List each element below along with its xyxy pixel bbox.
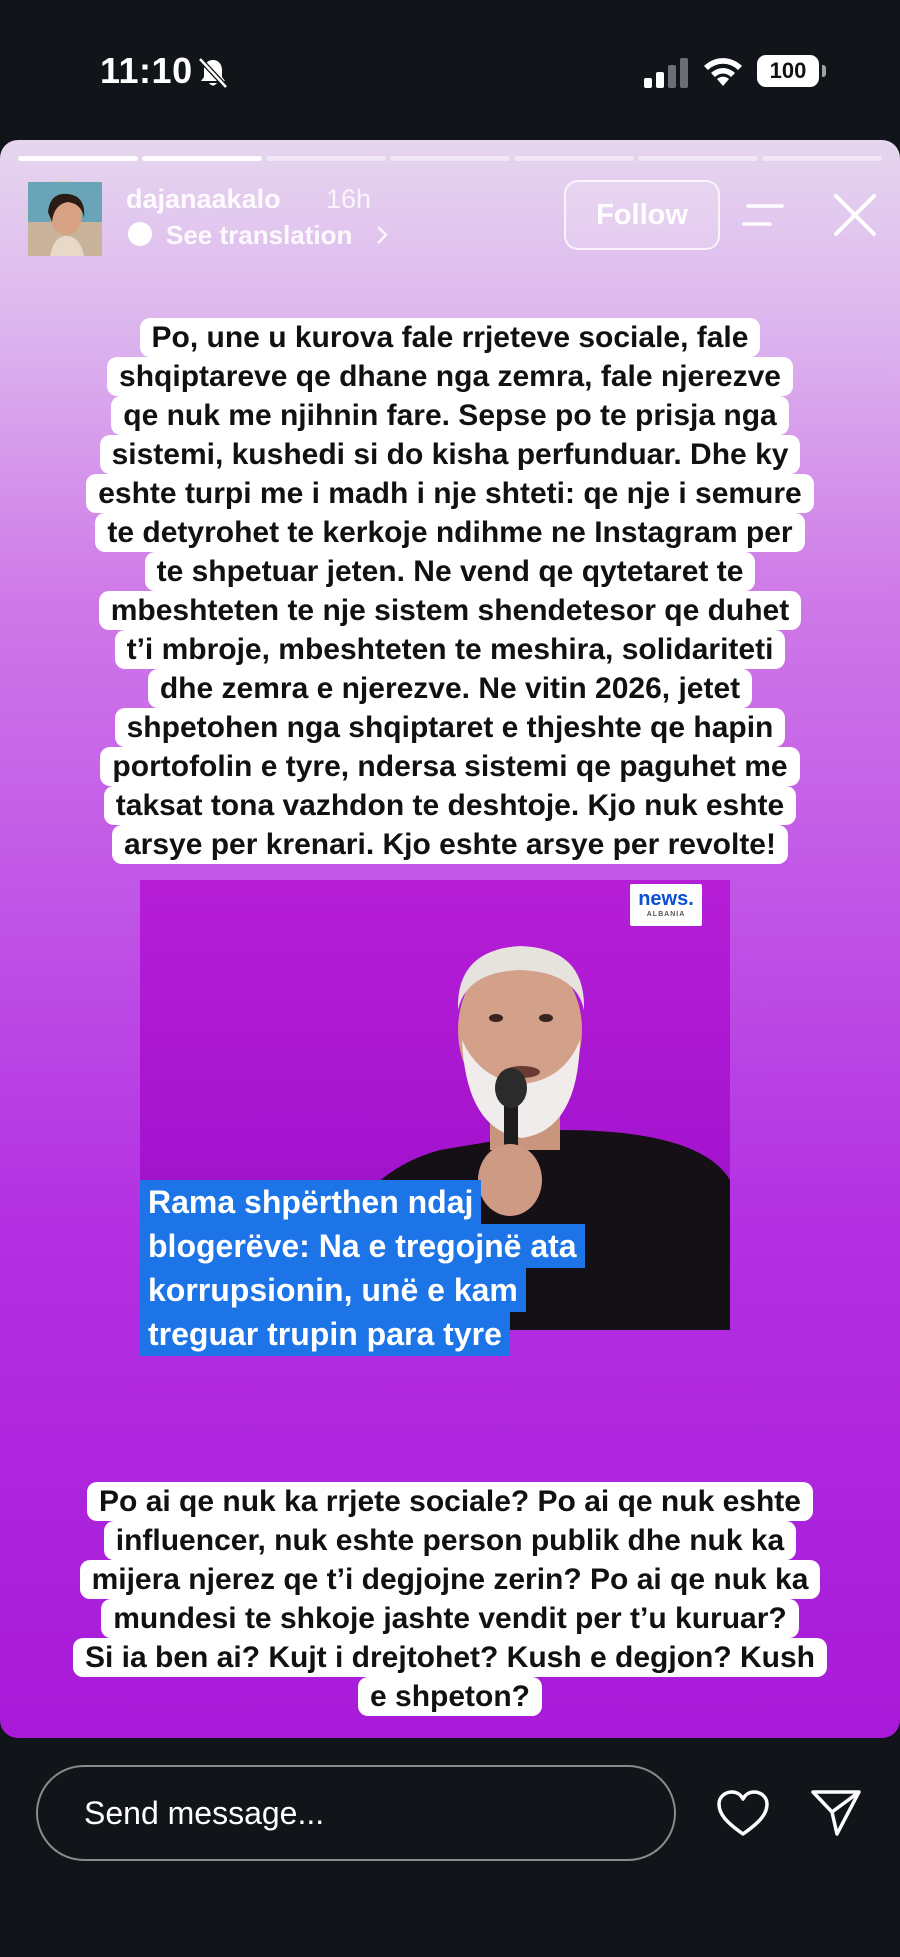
avatar-image bbox=[28, 182, 102, 256]
translate-icon bbox=[126, 220, 154, 248]
chevron-right-icon bbox=[374, 224, 390, 246]
headline-line: treguar trupin para tyre bbox=[140, 1312, 510, 1356]
caption-line: e shpeton? bbox=[358, 1677, 542, 1716]
caption-line: arsye per krenari. Kjo eshte arsye per revolte! bbox=[112, 825, 788, 864]
headline-line: Rama shpërthen ndaj bbox=[140, 1180, 481, 1224]
caption-line: portofolin e tyre, ndersa sistemi qe paguhet me bbox=[100, 747, 799, 786]
progress-segment bbox=[638, 156, 758, 161]
caption-line: Po ai qe nuk ka rrjete sociale? Po ai qe nuk eshte bbox=[87, 1482, 813, 1521]
progress-segment bbox=[266, 156, 386, 161]
status-time: 11:10 bbox=[100, 50, 193, 91]
story-caption-top bbox=[0, 318, 900, 864]
progress-segment bbox=[142, 156, 262, 161]
progress-segment bbox=[390, 156, 510, 161]
progress-segment bbox=[18, 156, 138, 161]
caption-line: t’i mbroje, mbeshteten te meshira, solidariteti bbox=[115, 630, 786, 669]
send-message-input[interactable]: Send message... bbox=[36, 1765, 676, 1861]
caption-line: shpetohen nga shqiptaret e thjeshte qe hapin bbox=[115, 708, 786, 747]
see-translation-link[interactable]: See translation bbox=[166, 220, 353, 250]
news-logo-subtext: ALBANIA bbox=[646, 911, 686, 918]
caption-line: shqiptareve qe dhane nga zemra, fale njerezve bbox=[107, 357, 793, 396]
avatar[interactable] bbox=[26, 180, 100, 254]
news-headline bbox=[140, 1180, 730, 1356]
menu-icon[interactable] bbox=[742, 198, 788, 232]
story-progress-bar bbox=[18, 156, 882, 161]
caption-line: mbeshteten te nje sistem shendetesor qe duhet bbox=[99, 591, 802, 630]
caption-line: Po, une u kurova fale rrjeteve sociale, fale bbox=[140, 318, 761, 357]
progress-segment bbox=[514, 156, 634, 161]
news-logo bbox=[630, 884, 702, 926]
caption-line: mundesi te shkoje jashte vendit per t’u kuruar? bbox=[101, 1599, 799, 1638]
caption-line: te shpetuar jeten. Ne vend qe qytetaret te bbox=[145, 552, 756, 591]
follow-button[interactable]: Follow bbox=[564, 180, 720, 250]
heart-icon[interactable] bbox=[716, 1790, 770, 1838]
caption-line: influencer, nuk eshte person publik dhe nuk ka bbox=[104, 1521, 796, 1560]
headline-line: blogerëve: Na e tregojnë ata bbox=[140, 1224, 585, 1268]
story-username[interactable]: dajanaakalo bbox=[126, 184, 281, 214]
wifi-icon bbox=[702, 54, 744, 88]
close-icon[interactable] bbox=[830, 190, 880, 240]
caption-line: qe nuk me njihnin fare. Sepse po te prisja nga bbox=[111, 396, 788, 435]
news-logo-text: news. bbox=[638, 888, 694, 910]
caption-line: sistemi, kushedi si do kisha perfunduar. Dhe ky bbox=[100, 435, 801, 474]
story-viewer[interactable] bbox=[0, 140, 900, 1738]
send-icon[interactable] bbox=[810, 1788, 862, 1838]
battery-tip bbox=[822, 65, 826, 77]
signal-icon bbox=[644, 58, 690, 88]
status-bar bbox=[0, 0, 900, 140]
bell-off-icon bbox=[196, 56, 230, 90]
caption-line: te detyrohet te kerkoje ndihme ne Instagram per bbox=[95, 513, 804, 552]
caption-line: taksat tona vazhdon te deshtoje. Kjo nuk eshte bbox=[104, 786, 796, 825]
story-caption-bottom bbox=[0, 1482, 900, 1716]
story-time-ago: 16h bbox=[326, 184, 372, 214]
caption-line: Si ia ben ai? Kujt i drejtohet? Kush e degjon? Kush bbox=[73, 1638, 827, 1677]
caption-line: eshte turpi me i madh i nje shteti: qe nje i semure bbox=[86, 474, 814, 513]
headline-line: korrupsionin, unë e kam bbox=[140, 1268, 526, 1312]
progress-segment bbox=[762, 156, 882, 161]
battery-indicator: 100 bbox=[757, 55, 819, 87]
caption-line: dhe zemra e njerezve. Ne vitin 2026, jetet bbox=[148, 669, 752, 708]
caption-line: mijera njerez qe t’i degjojne zerin? Po ai qe nuk ka bbox=[80, 1560, 821, 1599]
embedded-news-image bbox=[140, 880, 730, 1352]
